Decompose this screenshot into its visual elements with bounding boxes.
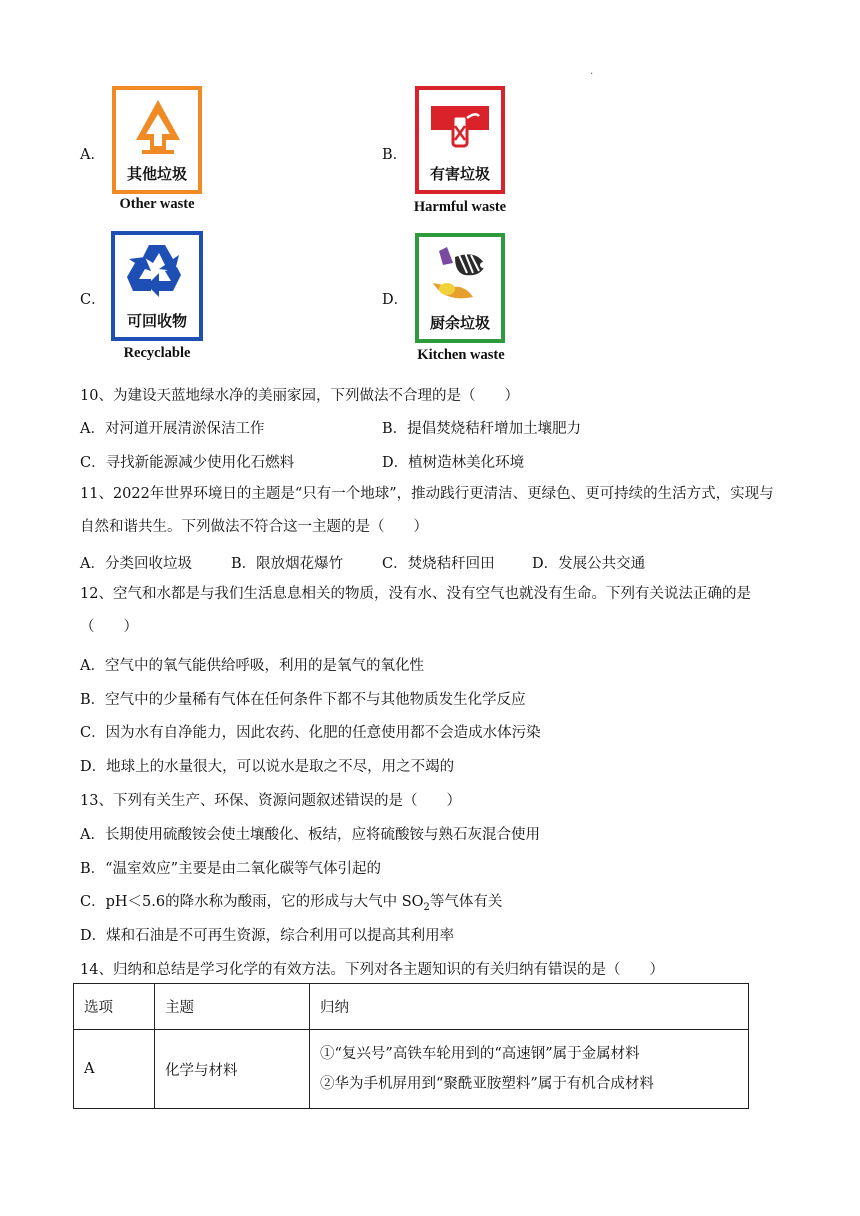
table-cell-option: A (74, 1030, 155, 1109)
q10-option-b: B．提倡焚烧秸秆增加土壤肥力 (382, 421, 582, 437)
q10-stem: 10、为建设天蓝地绿水净的美丽家园，下列做法不合理的是（ ） (80, 388, 519, 404)
recyclable-caption: Recyclable (123, 345, 191, 361)
harmful-waste-sign[interactable] (415, 86, 505, 194)
battery-hazard-icon (431, 106, 489, 156)
option-d-letter: D． (382, 292, 409, 308)
table-header-row (74, 984, 749, 1030)
recyclable-label: 可回收物 (126, 312, 187, 330)
q11-option-b: B．限放烟花爆竹 (231, 556, 344, 572)
q13-option-a: A．长期使用硫酸铵会使土壤酸化、板结，应将硫酸铵与熟石灰混合使用 (80, 827, 540, 843)
table-row (74, 1030, 749, 1109)
option-a-letter: A． (80, 147, 105, 163)
food-scraps-icon (425, 243, 497, 307)
q13-option-c-text-end: 等气体有关 (429, 894, 503, 910)
q12-option-a: A．空气中的氧气能供给呼吸，利用的是氧气的氧化性 (80, 658, 424, 674)
recyclable-sign[interactable] (111, 231, 203, 341)
header-mark: . (590, 66, 594, 77)
q12-option-b: B．空气中的少量稀有气体在任何条件下都不与其他物质发生化学反应 (80, 692, 526, 708)
other-waste-icon (130, 96, 186, 158)
harmful-waste-caption: Harmful waste (413, 199, 507, 215)
summary-item: ②华为手机屏用到“聚酰亚胺塑料”属于有机合成材料 (320, 1076, 654, 1092)
q14-table (73, 983, 749, 1109)
table-header-topic: 主题 (155, 984, 310, 1030)
summary-item: ①“复兴号”高铁车轮用到的“高速钢”属于金属材料 (320, 1046, 640, 1062)
kitchen-waste-caption: Kitchen waste (417, 347, 505, 363)
other-waste-caption: Other waste (119, 196, 195, 212)
q13-option-c-text: C．pH＜5.6的降水称为酸雨，它的形成与大气中 SO (80, 894, 424, 910)
other-waste-label: 其他垃圾 (126, 165, 187, 183)
table-header-option: 选项 (74, 984, 155, 1030)
q11-option-a: A．分类回收垃圾 (80, 556, 192, 572)
table-cell-summary (310, 1030, 749, 1109)
q10-option-a: A．对河道开展清淤保洁工作 (80, 421, 265, 437)
q13-option-c (80, 890, 502, 913)
q12-option-c: C．因为水有自净能力，因此农药、化肥的任意使用都不会造成水体污染 (80, 725, 541, 741)
q10-option-c: C．寻找新能源减少使用化石燃料 (80, 455, 295, 471)
other-waste-sign[interactable] (112, 86, 202, 194)
option-b-letter: B． (382, 147, 408, 163)
so2-subscript: 2 (423, 901, 430, 913)
q13-option-d: D．煤和石油是不可再生资源，综合利用可以提高其利用率 (80, 928, 455, 944)
recycle-icon (125, 241, 189, 303)
q14-stem: 14、归纳和总结是学习化学的有效方法。下列对各主题知识的有关归纳有错误的是（ ） (80, 962, 664, 978)
table-header-summary: 归纳 (310, 984, 749, 1030)
q12-stem: 12、空气和水都是与我们生活息息相关的物质，没有水、没有空气也就没有生命。下列有关说法正确的是（ ） (80, 586, 751, 635)
kitchen-waste-sign[interactable] (415, 233, 505, 343)
table-cell-topic: 化学与材料 (155, 1030, 310, 1109)
q11-option-c: C．焚烧秸秆回田 (382, 556, 495, 572)
option-c-letter: C． (80, 292, 106, 308)
q13-stem: 13、下列有关生产、环保、资源问题叙述错误的是（ ） (80, 793, 461, 809)
q12-option-d: D．地球上的水量很大，可以说水是取之不尽，用之不竭的 (80, 759, 455, 775)
q10-option-d: D．植树造林美化环境 (382, 455, 525, 471)
q11-stem: 11、2022年世界环境日的主题是“只有一个地球”，推动践行更清洁、更绿色、更可持续的生活方式，实现与自然和谐共生。下列做法不符合这一主题的是（ ） (80, 486, 774, 535)
q11-option-d: D．发展公共交通 (532, 556, 646, 572)
kitchen-waste-label: 厨余垃圾 (429, 314, 490, 332)
q13-option-b: B．“温室效应”主要是由二氧化碳等气体引起的 (80, 861, 381, 877)
harmful-waste-label: 有害垃圾 (429, 165, 490, 183)
